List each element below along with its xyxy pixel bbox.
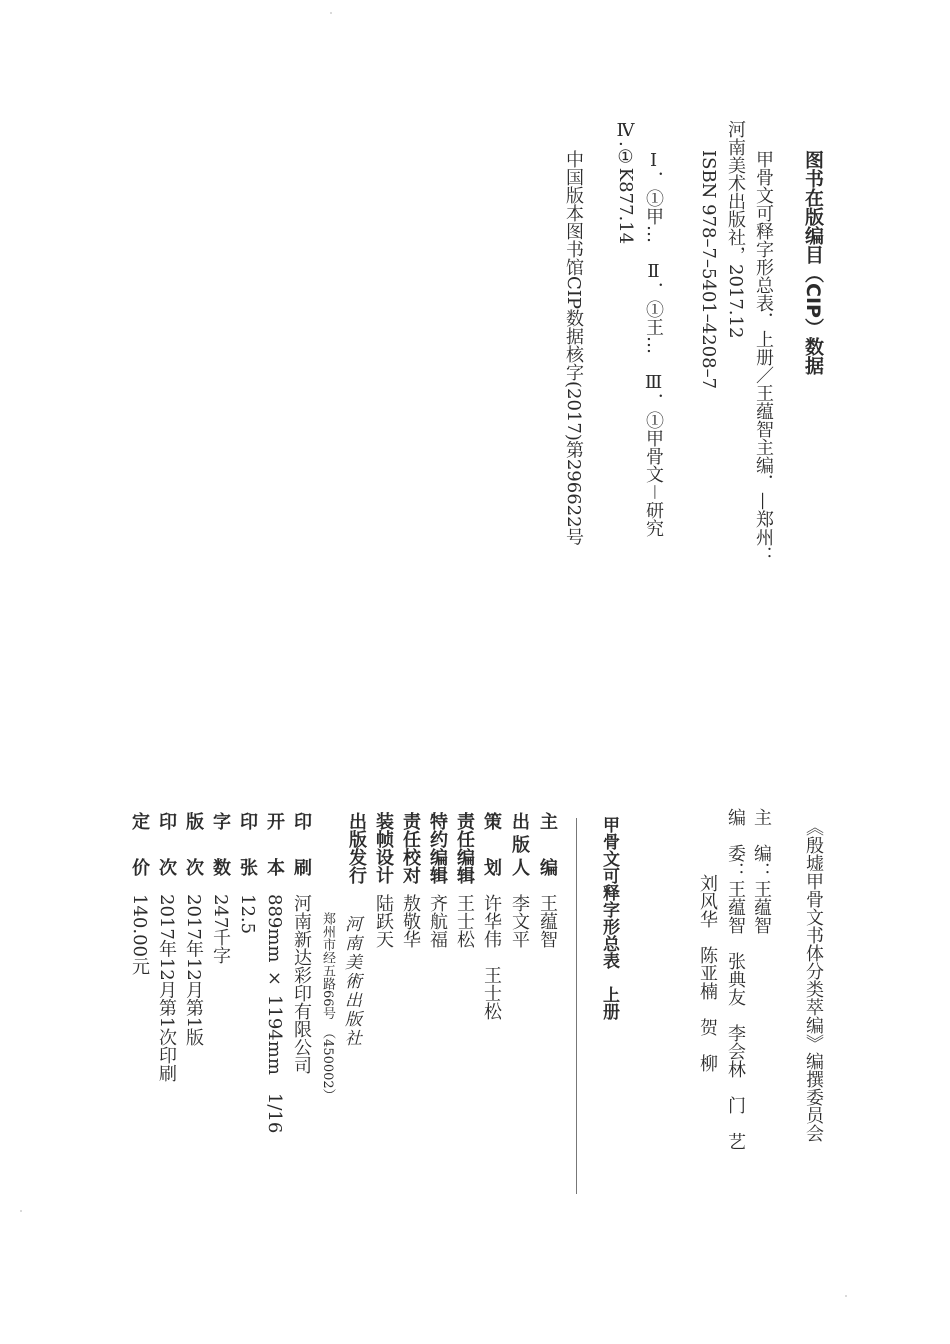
publisher-name-logo: 河南美術出版社	[341, 915, 361, 1048]
publisher-label: 出版发行	[346, 812, 367, 884]
spec-value: 河南新达彩印有限公司	[291, 894, 312, 1074]
scan-speck	[20, 1210, 22, 1212]
spec-row	[261, 812, 287, 1133]
spec-label: 定 价	[129, 812, 150, 881]
cip-line-title: 甲骨文可释字形总表．上册／王蕴智主编．—郑州：	[753, 150, 774, 564]
cip-heading: 图书在版编目（CIP）数据	[802, 150, 824, 375]
credit-row	[506, 812, 532, 948]
spec-label: 印 张	[237, 812, 258, 881]
credit-label: 出版人	[509, 812, 530, 881]
spec-label: 字 数	[210, 812, 231, 881]
spec-value: 889mm × 1194mm 1/16	[264, 894, 285, 1134]
credit-label: 责任校对	[400, 812, 421, 884]
spec-row	[153, 812, 179, 1082]
credit-row	[424, 812, 450, 948]
scan-speck	[845, 1295, 847, 1297]
spec-label: 开 本	[264, 812, 285, 881]
credit-value: 许华伟 王士松	[481, 894, 502, 1020]
committee-members-line2: 刘风华 陈亚楠 贺 柳	[697, 874, 718, 1072]
credit-label: 主 编	[537, 812, 558, 881]
cip-line-isbn: ISBN 978–7–5401–4208–7	[698, 150, 719, 390]
committee-chief-label: 主 编：	[751, 808, 772, 880]
cip-line-classification: Ⅰ．①甲… Ⅱ．①王… Ⅲ．①甲骨文－研究	[643, 150, 664, 537]
spec-row	[207, 812, 233, 964]
scan-speck	[330, 12, 332, 14]
credit-value: 敖敬华	[400, 894, 421, 948]
committee-members-label: 编 委：	[725, 808, 746, 880]
credit-label: 策 划	[481, 812, 502, 881]
spec-label: 版 次	[183, 812, 204, 881]
spec-value: 247千字	[210, 894, 231, 965]
divider-rule	[576, 818, 577, 1194]
credit-row	[534, 812, 560, 948]
spec-label: 印 次	[156, 812, 177, 881]
credit-label: 装帧设计	[373, 812, 394, 884]
spec-label: 印 刷	[291, 812, 312, 881]
credit-label: 特约编辑	[427, 812, 448, 884]
publisher-address: 郑州市经五路66号 （450002）	[320, 912, 335, 1102]
book-title: 甲骨文可释字形总表 上册	[599, 816, 619, 1020]
spec-value: 2017年12月第1版	[183, 894, 204, 1047]
credit-row	[451, 812, 477, 948]
credit-row	[397, 812, 423, 948]
credit-row	[478, 812, 504, 1020]
spec-value: 140.00元	[129, 894, 150, 975]
cip-line-publisher: 河南美术出版社，2017.12	[725, 120, 746, 339]
spec-row	[234, 812, 260, 934]
committee-chief	[748, 808, 774, 934]
cip-line-record-number: 中国版本图书馆CIP数据核字(2017)第296622号	[563, 150, 584, 546]
committee-members	[722, 808, 748, 1150]
credit-row	[370, 812, 396, 948]
credit-value: 王蕴智	[537, 894, 558, 948]
credit-value: 王士松	[454, 894, 475, 948]
spec-row	[288, 812, 314, 1074]
credit-value: 李文平	[509, 894, 530, 948]
committee-title: 《殷墟甲骨文书体分类萃编》编撰委员会	[803, 818, 824, 1142]
committee-chief-name: 王蕴智	[751, 880, 772, 934]
credit-label: 责任编辑	[454, 812, 475, 884]
spec-row	[180, 812, 206, 1046]
committee-members-line1: 王蕴智 张典友 李会林 门 艺	[725, 880, 746, 1150]
spec-row	[126, 812, 152, 975]
credit-value: 陆跃天	[373, 894, 394, 948]
credit-value: 齐航福	[427, 894, 448, 948]
spec-value: 2017年12月第1次印刷	[156, 894, 177, 1083]
spec-value: 12.5	[237, 894, 258, 935]
cip-line-class-number: Ⅳ.①K877.14	[615, 120, 636, 245]
